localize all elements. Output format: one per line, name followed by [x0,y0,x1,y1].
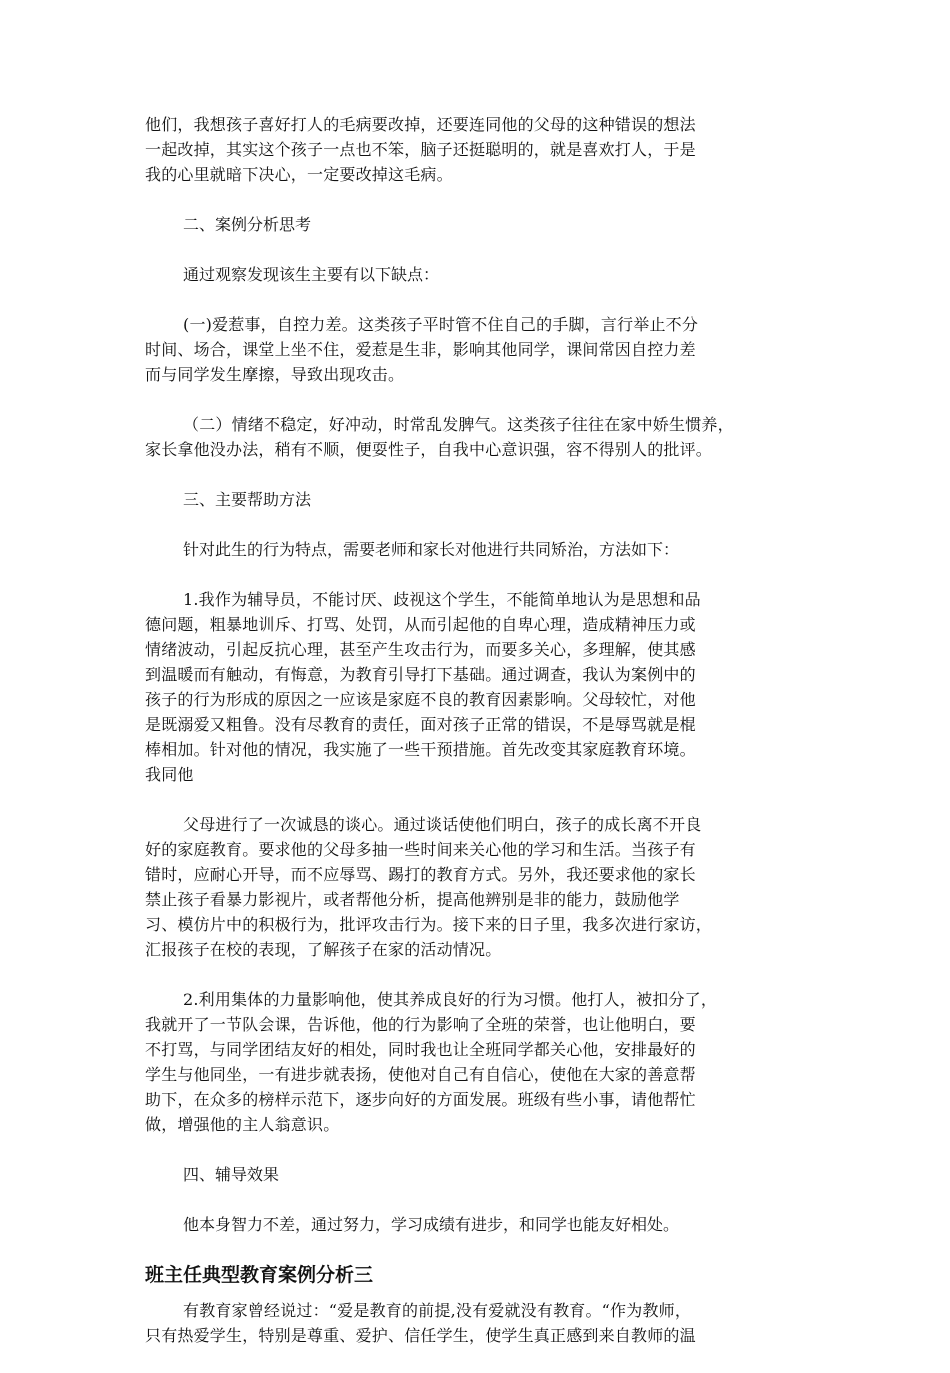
section-title: 班主任典型教育案例分析三 [145,1264,374,1286]
text-line: 德问题，粗暴地训斥、打骂、处罚，从而引起他的自卑心理，造成精神压力或 [145,615,696,634]
text-line: 棒相加。针对他的情况，我实施了一些干预措施。首先改变其家庭教育环境。 [145,740,696,759]
document-page [145,112,810,1373]
paragraph-method-2 [145,987,810,1137]
paragraph-effect: 他本身智力不差，通过努力，学习成绩有进步，和同学也能友好相处。 [183,1215,680,1234]
text-line: 不打骂，与同学团结友好的相处，同时我也让全班同学都关心他，安排最好的 [145,1040,696,1059]
text-line: 情绪波动，引起反抗心理，甚至产生攻击行为，而要多关心，多理解，使其感 [145,640,696,659]
text-line: 我同他 [145,765,194,784]
paragraph-observation: 通过观察发现该生主要有以下缺点： [183,265,440,284]
heading-help-methods: 三、主要帮助方法 [183,490,312,509]
text-line: (一)爱惹事，自控力差。这类孩子平时管不住自己的手脚，言行举止不分 [183,315,699,334]
text-line: 父母进行了一次诚恳的谈心。通过谈话使他们明白，孩子的成长离不开良 [183,815,702,834]
paragraph-weakness-2 [145,412,810,462]
paragraph-1 [145,112,810,187]
text-line: 禁止孩子看暴力影视片，或者帮他分析，提高他辨别是非的能力，鼓励他学 [145,890,680,909]
text-line: 家长拿他没办法，稍有不顺，便耍性子，自我中心意识强，容不得别人的批评。 [145,440,713,459]
text-line: 1.我作为辅导员，不能讨厌、歧视这个学生，不能简单地认为是思想和品 [183,590,701,609]
text-line: （二）情绪不稳定，好冲动，时常乱发脾气。这类孩子往往在家中娇生惯养， [183,415,734,434]
text-line: 时间、场合，课堂上坐不住，爱惹是生非，影响其他同学，课间常因自控力差 [145,340,696,359]
text-line: 有教育家曾经说过：“爱是教育的前提,没有爱就没有教育。“作为教师， [183,1301,692,1320]
text-line: 习、模仿片中的积极行为，批评攻击行为。接下来的日子里，我多次进行家访， [145,915,713,934]
paragraph-method-1 [145,587,810,787]
text-line: 只有热爱学生，特别是尊重、爱护、信任学生，使学生真正感到来自教师的温 [145,1326,696,1345]
paragraph-section3-intro [145,1298,810,1348]
text-line: 助下，在众多的榜样示范下，逐步向好的方面发展。班级有些小事，请他帮忙 [145,1090,696,1109]
paragraph-weakness-1 [145,312,810,387]
text-line: 一起改掉，其实这个孩子一点也不笨，脑子还挺聪明的，就是喜欢打人，于是 [145,140,696,159]
text-line: 好的家庭教育。要求他的父母多抽一些时间来关心他的学习和生活。当孩子有 [145,840,696,859]
text-line: 我就开了一节队会课，告诉他，他的行为影响了全班的荣誉，也让他明白，要 [145,1015,696,1034]
text-line: 我的心里就暗下决心，一定要改掉这毛病。 [145,165,453,184]
text-line: 到温暖而有触动，有悔意，为教育引导打下基础。通过调查，我认为案例中的 [145,665,696,684]
paragraph-method-intro: 针对此生的行为特点，需要老师和家长对他进行共同矫治，方法如下： [183,540,680,559]
text-line: 汇报孩子在校的表现，了解孩子在家的活动情况。 [145,940,502,959]
text-line: 学生与他同坐，一有进步就表扬，使他对自己有自信心，使他在大家的善意帮 [145,1065,696,1084]
text-line: 他们，我想孩子喜好打人的毛病要改掉，还要连同他的父母的这种错误的想法 [145,115,696,134]
text-line: 是既溺爱又粗鲁。没有尽教育的责任，面对孩子正常的错误，不是辱骂就是棍 [145,715,696,734]
text-line: 做，增强他的主人翁意识。 [145,1115,340,1134]
heading-counseling-effect: 四、辅导效果 [183,1165,280,1184]
paragraph-parent-talk [145,812,810,962]
heading-case-analysis: 二、案例分析思考 [183,215,312,234]
text-line: 错时，应耐心开导，而不应辱骂、踢打的教育方式。另外，我还要求他的家长 [145,865,696,884]
text-line: 孩子的行为形成的原因之一应该是家庭不良的教育因素影响。父母较忙，对他 [145,690,696,709]
text-line: 而与同学发生摩擦，导致出现攻击。 [145,365,405,384]
text-line: 2.利用集体的力量影响他，使其养成良好的行为习惯。他打人，被扣分了， [183,990,718,1009]
